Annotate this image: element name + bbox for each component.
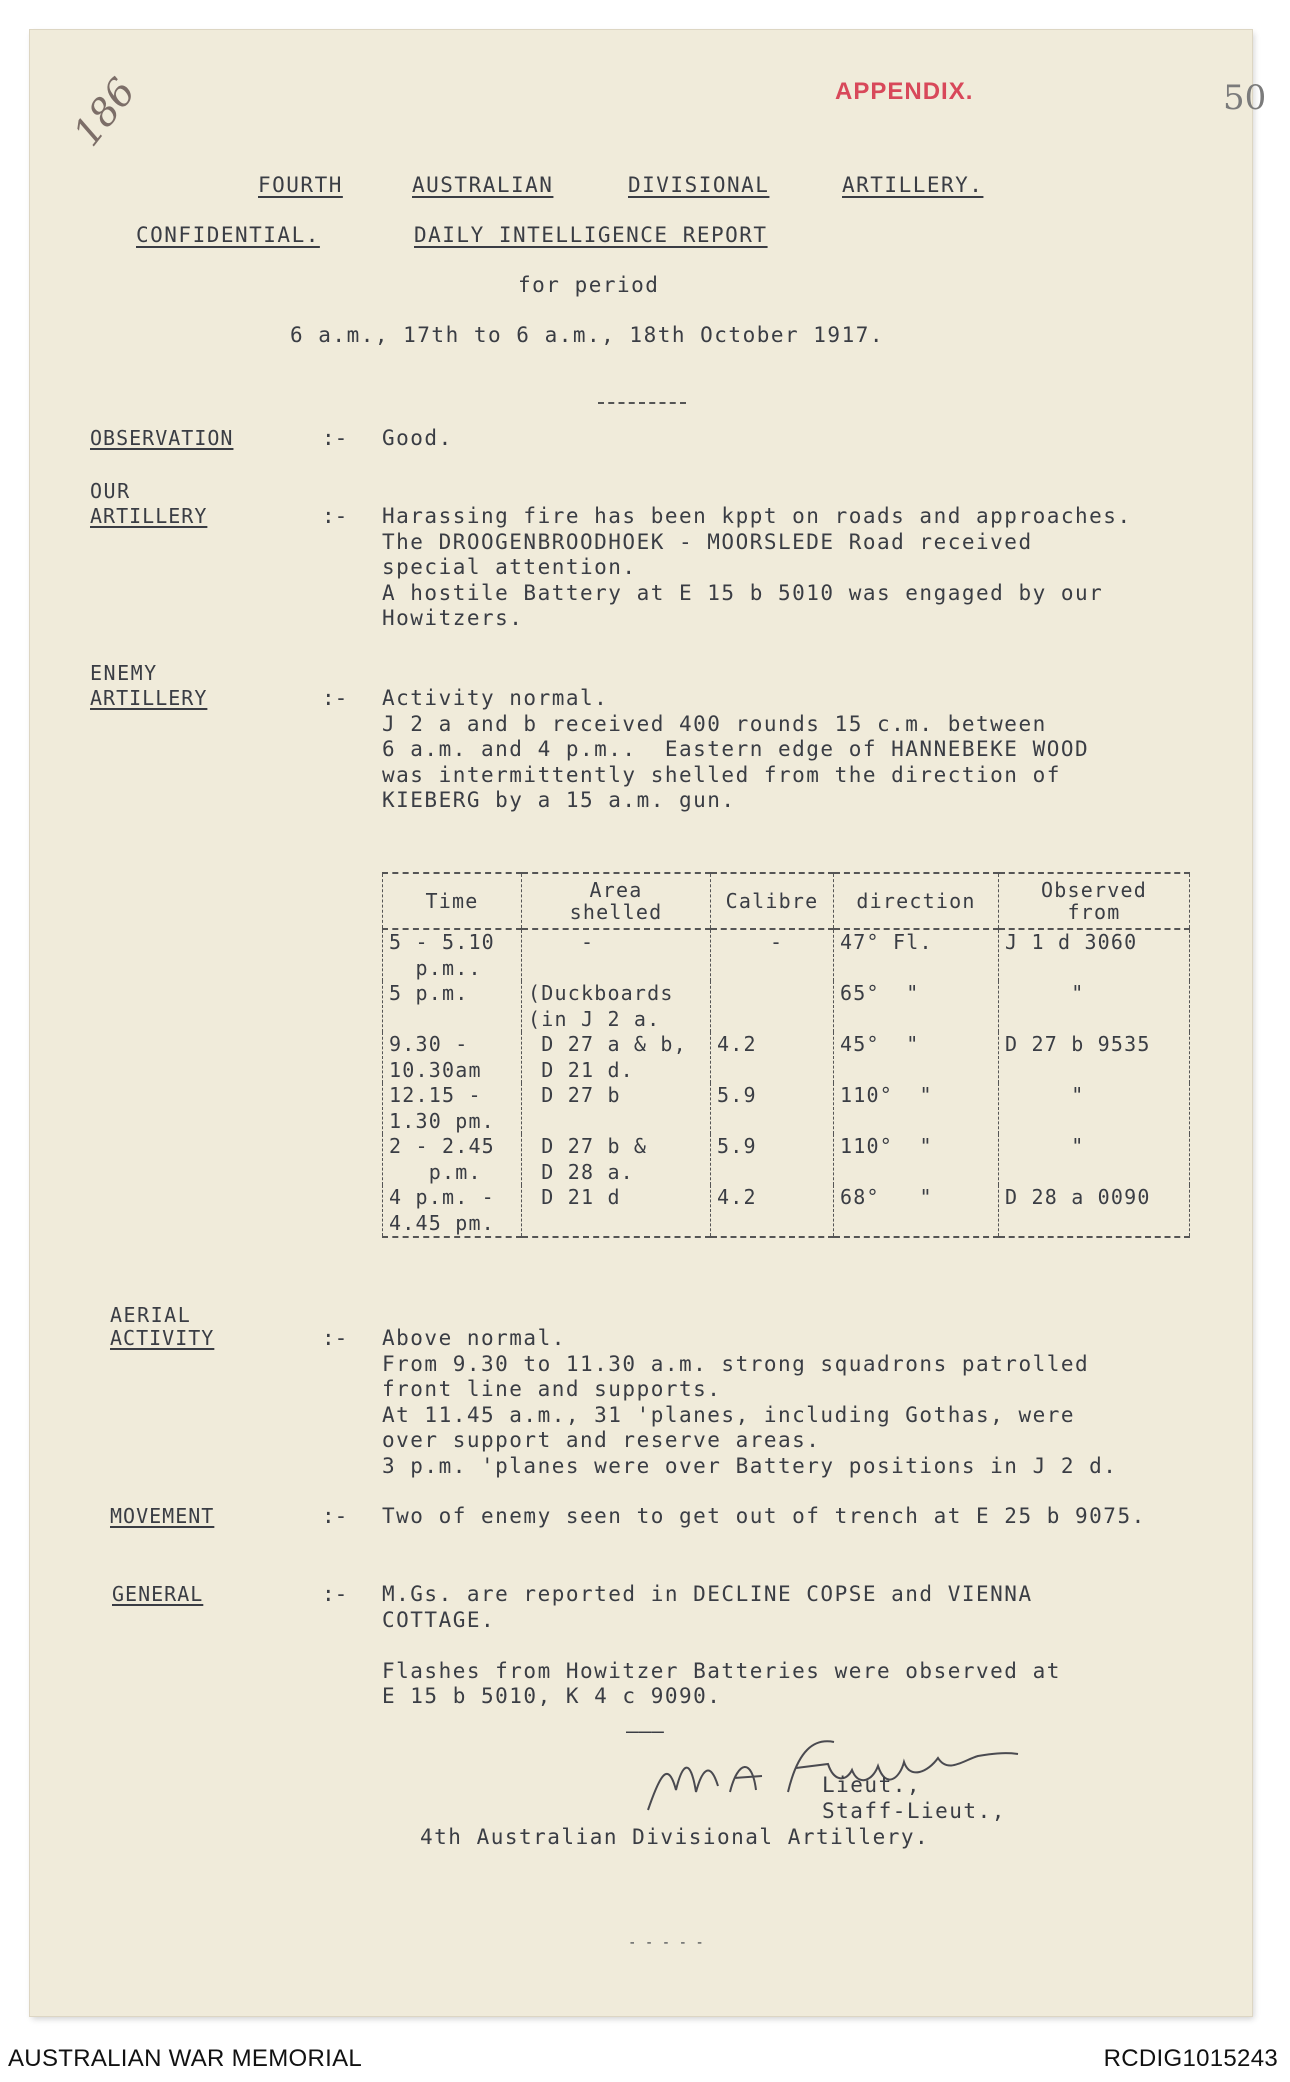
cell-calibre: -	[711, 929, 834, 981]
cell-direction: 110° "	[834, 1134, 999, 1185]
cell-observed: D 28 a 0090	[999, 1185, 1190, 1237]
cell-calibre: 4.2	[711, 1185, 834, 1237]
page-number: 50	[1223, 78, 1267, 118]
aerial-activity-text: Above normal. From 9.30 to 11.30 a.m. strong squadrons patrolled front line and supports. At 11.45 a.m., 31 'planes, including Gothas, were over support and reserve areas. 3 p.m. 'planes were over Battery positions in J 2 d.	[382, 1326, 1118, 1478]
folio-number: 186	[64, 69, 144, 155]
report-period: 6 a.m., 17th to 6 a.m., 18th October 1917.	[290, 323, 885, 347]
confidential-label: CONFIDENTIAL.	[136, 223, 320, 247]
footer-mark: - - - - -	[628, 1935, 704, 1951]
signature-divider: ———	[626, 1719, 664, 1743]
cell-calibre	[711, 981, 834, 1032]
cell-calibre: 4.2	[711, 1032, 834, 1083]
header-word-2: AUSTRALIAN	[412, 173, 554, 197]
cell-area: D 27 a & b, D 21 d.	[522, 1032, 711, 1083]
our-artillery-colon: :-	[322, 504, 348, 528]
col-time: Time	[383, 873, 522, 929]
signatory-rank-1: Lieut.,	[822, 1773, 922, 1797]
cell-observed: "	[999, 1134, 1190, 1185]
cell-area: D 27 b & D 28 a.	[522, 1134, 711, 1185]
header-word-4: ARTILLERY.	[842, 173, 984, 197]
col-direction: direction	[834, 873, 999, 929]
appendix-stamp: APPENDIX.	[835, 78, 974, 105]
cell-area: (Duckboards (in J 2 a.	[522, 981, 711, 1032]
cell-area: -	[522, 929, 711, 981]
cell-observed: "	[999, 981, 1190, 1032]
cell-time: 4 p.m. - 4.45 pm.	[383, 1185, 522, 1237]
col-area: Area shelled	[522, 873, 711, 929]
cell-direction: 68° "	[834, 1185, 999, 1237]
table-row	[383, 1083, 1190, 1134]
movement-label: MOVEMENT	[110, 1504, 215, 1528]
cell-direction: 47° Fl.	[834, 929, 999, 981]
observation-colon: :-	[322, 426, 348, 450]
enemy-artillery-label-1: ENEMY	[90, 661, 158, 685]
movement-colon: :-	[322, 1504, 348, 1528]
cell-observed: D 27 b 9535	[999, 1032, 1190, 1083]
our-artillery-label-1: OUR	[90, 479, 131, 503]
general-label: GENERAL	[112, 1582, 204, 1606]
archive-id: RCDIG1015243	[1103, 2045, 1278, 2072]
table-header-row	[383, 873, 1190, 929]
cell-time: 9.30 - 10.30am	[383, 1032, 522, 1083]
general-colon: :-	[322, 1582, 348, 1606]
cell-observed: "	[999, 1083, 1190, 1134]
header-word-3: DIVISIONAL	[628, 173, 770, 197]
table-row	[383, 1134, 1190, 1185]
our-artillery-label-2: ARTILLERY	[90, 504, 208, 528]
signatory-unit: 4th Australian Divisional Artillery.	[420, 1825, 930, 1849]
enemy-artillery-colon: :-	[322, 686, 348, 710]
cell-time: 5 - 5.10 p.m..	[383, 929, 522, 981]
for-period: for period	[518, 273, 660, 297]
enemy-artillery-label-2: ARTILLERY	[90, 686, 208, 710]
table-row	[383, 1032, 1190, 1083]
our-artillery-text: Harassing fire has been kppt on roads and approaches. The DROOGENBROODHOEK - MOORSLEDE Road received special attention. A hostile Battery at E 15 b 5010 was engaged by our Howitzers.	[382, 504, 1132, 630]
cell-direction: 45° "	[834, 1032, 999, 1083]
cell-direction: 65° "	[834, 981, 999, 1032]
cell-observed: J 1 d 3060	[999, 929, 1190, 981]
table-row	[383, 981, 1190, 1032]
col-observed: Observed from	[999, 873, 1190, 929]
cell-calibre: 5.9	[711, 1083, 834, 1134]
header-divider	[598, 402, 686, 404]
cell-area: D 21 d	[522, 1185, 711, 1237]
general-text: M.Gs. are reported in DECLINE COPSE and VIENNA COTTAGE. Flashes from Howitzer Batteries were observed at E 15 b 5010, K 4 c 9090.	[382, 1582, 1061, 1708]
signatory-rank-2: Staff-Lieut.,	[822, 1799, 1006, 1823]
aerial-activity-label-1: AERIAL	[110, 1303, 192, 1327]
aerial-activity-colon: :-	[322, 1326, 348, 1350]
report-title: DAILY INTELLIGENCE REPORT	[414, 223, 768, 247]
cell-time: 12.15 - 1.30 pm.	[383, 1083, 522, 1134]
shelling-table	[382, 872, 1190, 1238]
col-calibre: Calibre	[711, 873, 834, 929]
archive-name: AUSTRALIAN WAR MEMORIAL	[8, 2045, 363, 2072]
cell-direction: 110° "	[834, 1083, 999, 1134]
cell-time: 5 p.m.	[383, 981, 522, 1032]
movement-text: Two of enemy seen to get out of trench at E 25 b 9075.	[382, 1504, 1146, 1528]
observation-label: OBSERVATION	[90, 426, 234, 450]
table-row	[383, 1185, 1190, 1237]
document-page	[30, 30, 1267, 2016]
header-word-1: FOURTH	[258, 173, 343, 197]
table-row	[383, 929, 1190, 981]
enemy-artillery-text: Activity normal. J 2 a and b received 400 rounds 15 c.m. between 6 a.m. and 4 p.m.. Eastern edge of HANNEBEKE WOOD was intermittently shelled from the direction of KIEBERG by a 15 a.m. gun.	[382, 686, 1090, 812]
cell-calibre: 5.9	[711, 1134, 834, 1185]
cell-area: D 27 b	[522, 1083, 711, 1134]
cell-time: 2 - 2.45 p.m.	[383, 1134, 522, 1185]
aerial-activity-label-2: ACTIVITY	[110, 1326, 215, 1350]
observation-text: Good.	[382, 426, 453, 450]
